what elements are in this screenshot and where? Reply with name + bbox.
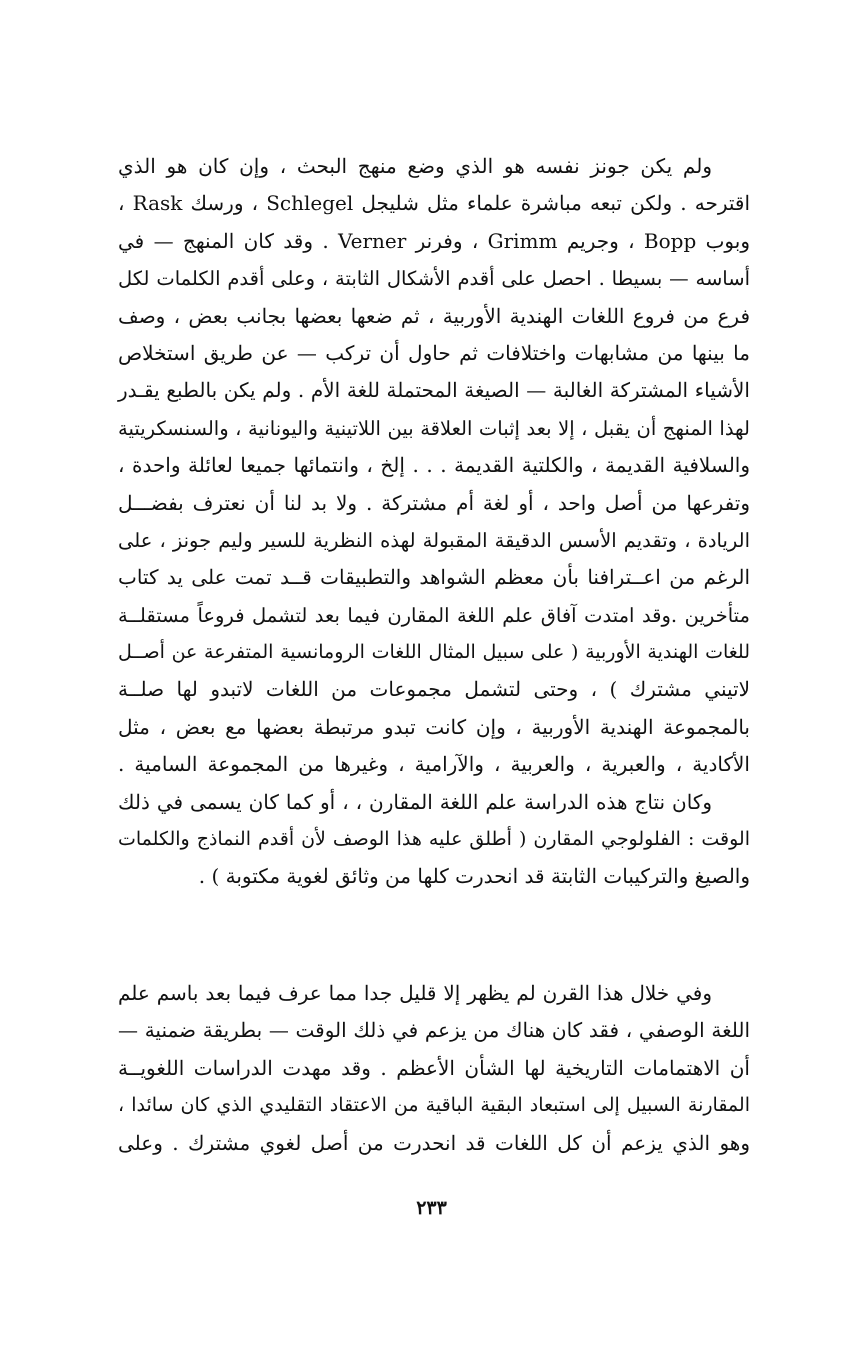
text-line: ما بينها من مشابهات واختلافات ثم حاول أن تركب — عن طريق استخلاص xyxy=(118,340,750,365)
text-line: فرع من فروع اللغات الهندية الأوربية ، ثم ضعها بعضها بجانب بعض ، وصف xyxy=(118,303,750,328)
text-line: وبوب Bopp ، وجريم Grimm ، وفرنر Verner . وقد كان المنهج — في xyxy=(118,228,750,253)
text-line: اقترحه . ولكن تبعه مباشرة علماء مثل شليجل Schlegel ، ورسك Rask ، xyxy=(118,191,751,216)
text-line: الأشياء المشتركة الغالبة — الصيغة المحتملة للغة الأم . ولم يكن بالطبع يقـدر xyxy=(118,378,750,403)
text-line: اللغة الوصفي ، فقد كان هناك من يزعم في ذلك الوقت — بطريقة ضمنية — xyxy=(118,1018,750,1043)
text-line: ولم يكن جونز نفسه هو الذي وضع منهج البحث ، وإن كان هو الذي xyxy=(118,154,712,178)
text-line: لاتيني مشترك ) ، وحتى لتشمل مجموعات من اللغات لاتبدو لها صلــة xyxy=(118,677,750,702)
text-line: الريادة ، وتقديم الأسس الدقيقة المقبولة لهذه النظرية للسير وليم جونز ، على xyxy=(118,528,750,552)
text-line: وكان نتاج هذه الدراسة علم اللغة المقارن ، ، أو كما كان يسمى في ذلك xyxy=(118,789,712,814)
text-line: لهذا المنهج أن يقبل ، إلا بعد إثبات العلاقة بين اللاتينية واليونانية ، والسنسكريتية xyxy=(118,416,750,440)
page-number: ٢٣٣ xyxy=(416,1197,447,1219)
text-line: الأكادية ، والعبرية ، والعربية ، والآرامية ، وغيرها من المجموعة السامية . xyxy=(118,752,750,777)
paragraph-1 xyxy=(118,148,750,896)
text-line: والصيغ والتركيبات الثابتة قد انحدرت كلها من وثائق لغوية مكتوبة ) . xyxy=(198,864,750,889)
text-line: والسلافية القديمة ، والكلتية القديمة . . . إلخ ، وانتمائها جميعا لعائلة واحدة ، xyxy=(118,453,750,478)
text-line: وتفرعها من أصل واحد ، أو لغة أم مشتركة . ولا بد لنا أن نعترف بفضـــل xyxy=(118,490,750,515)
text-line: أن الاهتمامات التاريخية لها الشأن الأعظم . وقد مهدت الدراسات اللغويــة xyxy=(118,1055,750,1080)
text-line: وفي خلال هذا القرن لم يظهر إلا قليل جدا مما عرف فيما بعد باسم علم xyxy=(118,981,712,1005)
text-line: الوقت : الفلولوجي المقارن ( أطلق عليه هذا الوصف لأن أقدم النماذج والكلمات xyxy=(118,828,750,851)
paragraph-2 xyxy=(118,975,750,1162)
text-line: بالمجموعة الهندية الأوربية ، وإن كانت تبدو مرتبطة بعضها مع بعض ، مثل xyxy=(118,714,750,739)
text-line: متأخرين .وقد امتدت آفاق علم اللغة المقارن فيما بعد لتشمل فروعاً مستقلــة xyxy=(118,603,750,627)
text-line: أساسه — بسيطا . احصل على أقدم الأشكال الثابتة ، وعلى أقدم الكلمات لكل xyxy=(118,267,750,291)
text-line: للغات الهندية الأوربية ( على سبيل المثال اللغات الرومانسية المتفرعة عن أصــل xyxy=(118,641,750,664)
text-line: المقارنة السبيل إلى استبعاد البقية الباقية من الاعتقاد التقليدي الذي كان سائدا ، xyxy=(118,1094,750,1117)
text-line: الرغم من اعــترافنا بأن معظم الشواهد والتطبيقات قــد تمت على يد كتاب xyxy=(118,565,750,590)
text-line: وهو الذي يزعم أن كل اللغات قد انحدرت من أصل لغوي مشترك . وعلى xyxy=(118,1130,750,1155)
